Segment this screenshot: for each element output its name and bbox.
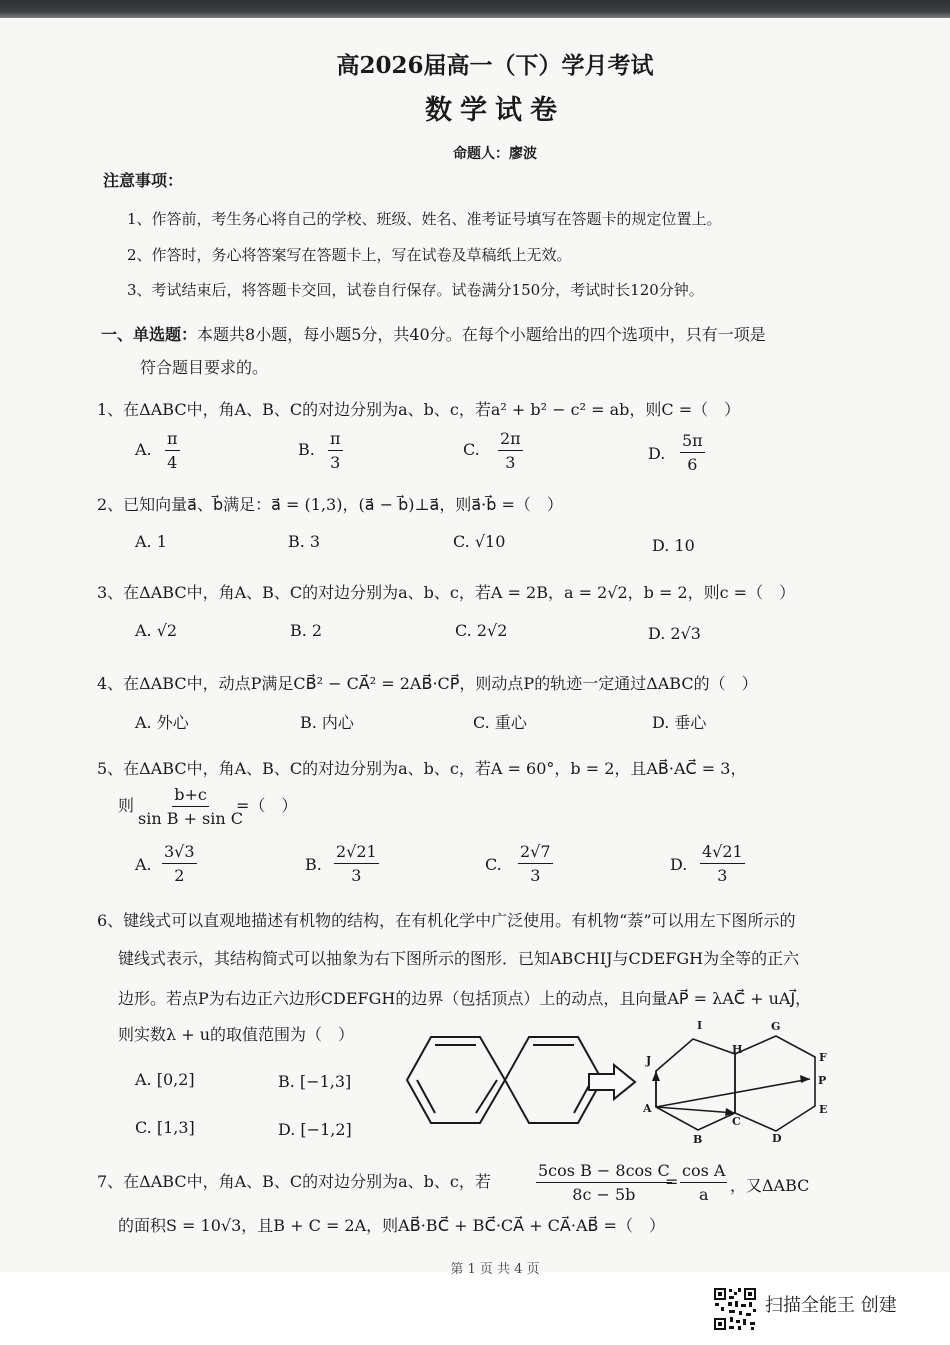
notice-item-3: 3、考试结束后，将答题卡交回，试卷自行保存。试卷满分150分，考试时长120分钟。 — [127, 281, 704, 299]
notice-item-1: 1、作答前，考生务心将自己的学校、班级、姓名、准考证号填写在答题卡的规定位置上。 — [127, 210, 722, 228]
q5-d-den: 3 — [717, 866, 728, 885]
q1-a-den: 4 — [167, 453, 178, 472]
q6-option-d: D. [−1,2] — [278, 1120, 352, 1139]
q5-stem: 5、在ΔABC中，角A、B、C的对边分别为a、b、c，若A = 60°，b = 2，且AB⃗·AC⃗ = 3， — [97, 759, 747, 778]
q2-option-b: B. 3 — [288, 532, 321, 551]
vector-ap — [656, 1079, 810, 1107]
q1-option-c-label: C. — [463, 440, 480, 459]
q1-b-num: π — [328, 431, 343, 451]
q1-option-b — [328, 431, 343, 471]
section-heading — [101, 327, 766, 343]
vector-ac — [656, 1107, 735, 1113]
label-c: C — [732, 1115, 741, 1128]
section-label: 一、单选题： — [101, 325, 198, 344]
label-f: F — [819, 1051, 827, 1064]
section-desc-2: 符合题目要求的。 — [140, 358, 269, 377]
q5-c-den: 3 — [530, 866, 541, 885]
label-d: D — [772, 1132, 782, 1145]
q3-stem: 3、在ΔABC中，角A、B、C的对边分别为a、b、c，若A = 2B，a = 2√2，b = 2，则c =（ ） — [97, 583, 796, 602]
label-e: E — [819, 1103, 828, 1116]
hexagon-abchij — [656, 1039, 735, 1130]
q5-a-num: 3√3 — [162, 844, 197, 864]
q6-line-2: 键线式表示，其结构简式可以抽象为右下图所示的图形．已知ABCHIJ与CDEFGH为全等的正六 — [118, 949, 800, 968]
q3-option-b: B. 2 — [290, 621, 323, 640]
q2-stem: 2、已知向量a⃗、b⃗满足：a⃗ = (1,3)，(a⃗ − b⃗)⊥a⃗，则a⃗·b⃗ =（ ） — [97, 495, 563, 514]
arrow-head-j — [652, 1071, 660, 1081]
double-bond-2 — [417, 1080, 435, 1113]
q6-option-b: B. [−1,3] — [278, 1072, 352, 1091]
q5-option-b-label: B. — [305, 855, 322, 874]
label-a: A — [643, 1102, 652, 1115]
q3-option-d: D. 2√3 — [648, 624, 701, 643]
q5-b-num: 2√21 — [334, 844, 379, 864]
q4-stem: 4、在ΔABC中，动点P满足CB⃗² − CA⃗² = 2AB⃗·CP⃗，则动点P的轨迹一定通过ΔABC的（ ） — [97, 674, 758, 693]
q1-b-den: 3 — [330, 453, 341, 472]
q7-equals: = — [665, 1172, 679, 1191]
q1-option-d-label: D. — [648, 444, 666, 463]
q5-option-b — [334, 844, 379, 884]
subject-title: 数学试卷 — [425, 95, 565, 126]
q7-fraction-2 — [680, 1163, 727, 1203]
q5-a-den: 2 — [174, 866, 185, 885]
q4-option-b: B. 内心 — [300, 713, 354, 732]
q5-option-a — [162, 844, 197, 884]
notice-heading: 注意事项： — [103, 171, 184, 190]
label-i: I — [697, 1019, 703, 1032]
exam-title: 高2026届高一（下）学月考试 — [336, 52, 654, 79]
hexagon-diagram — [640, 1015, 840, 1147]
label-j: J — [646, 1054, 652, 1067]
q7-frac2-den: a — [698, 1185, 709, 1204]
q1-a-num: π — [165, 431, 180, 451]
q2-option-c: C. √10 — [453, 532, 506, 551]
q5-b-den: 3 — [351, 866, 362, 885]
arrow-head-p — [800, 1075, 810, 1083]
q5-d-num: 4√21 — [700, 844, 745, 864]
double-bond-3 — [476, 1080, 497, 1113]
q5-tail: =（ ） — [236, 796, 298, 815]
q1-c-den: 3 — [505, 453, 516, 472]
scanner-watermark: 扫描全能王 创建 — [765, 1295, 897, 1316]
q6-line-4: 则实数λ + u的取值范围为（ ） — [118, 1025, 355, 1044]
qr-code-icon — [713, 1287, 757, 1331]
q1-option-d — [680, 433, 705, 473]
q6-option-c: C. [1,3] — [135, 1118, 195, 1137]
q5-option-c — [518, 844, 553, 884]
q4-option-c: C. 重心 — [473, 713, 527, 732]
transform-arrow-icon — [586, 1062, 638, 1102]
ring-left — [407, 1037, 505, 1123]
label-g: G — [771, 1020, 781, 1033]
q6-line-3: 边形。若点P为右边正六边形CDEFGH的边界（包括顶点）上的动点，且向量AP⃗ = λAC⃗ + uAJ⃗， — [118, 989, 812, 1008]
page-number: 第 1 页 共 4 页 — [450, 1262, 540, 1277]
q1-d-den: 6 — [687, 455, 698, 474]
q5-frac-den: sin B + sin C — [138, 809, 244, 828]
q1-option-b-label: B. — [298, 440, 315, 459]
q5-frac-num: b+c — [172, 787, 209, 807]
q5-option-c-label: C. — [485, 855, 502, 874]
naphthalene-figure — [405, 1025, 605, 1135]
q5-fraction — [138, 787, 243, 827]
q1-option-a-label: A. — [135, 440, 152, 459]
q7-post: ，又ΔABC — [730, 1176, 810, 1195]
q6-line-1: 6、键线式可以直观地描述有机物的结构，在有机化学中广泛使用。有机物“萘”可以用左下图所示的 — [97, 911, 796, 930]
q6-option-a: A. [0,2] — [135, 1070, 195, 1089]
notice-item-2: 2、作答时，务心将答案写在答题卡上，写在试卷及草稿纸上无效。 — [127, 246, 572, 264]
label-h: H — [732, 1043, 743, 1056]
q1-d-num: 5π — [680, 433, 705, 453]
q7-line-2: 的面积S = 10√3，且B + C = 2A，则AB⃗·BC⃗ + BC⃗·CA⃗ + CA⃗·AB⃗ =（ ） — [118, 1216, 665, 1235]
q5-ze: 则 — [118, 796, 135, 815]
q5-option-a-label: A. — [135, 855, 152, 874]
author-line: 命题人：廖波 — [453, 146, 537, 162]
q7-pre: 7、在ΔABC中，角A、B、C的对边分别为a、b、c，若 — [97, 1172, 491, 1191]
q3-option-c: C. 2√2 — [455, 621, 508, 640]
q4-option-d: D. 垂心 — [652, 713, 707, 732]
q2-option-a: A. 1 — [135, 532, 167, 551]
section-desc-1: 本题共8小题，每小题5分，共40分。在每个小题给出的四个选项中，只有一项是 — [197, 325, 766, 344]
q7-frac1-num: 5cos B − 8cos C — [536, 1163, 672, 1183]
q5-c-num: 2√7 — [518, 844, 553, 864]
q1-option-a — [165, 431, 180, 471]
q2-option-d: D. 10 — [652, 536, 695, 555]
q3-option-a: A. √2 — [135, 621, 178, 640]
q1-option-c — [498, 431, 523, 471]
q7-fraction-1 — [536, 1163, 672, 1203]
q7-frac2-num: cos A — [680, 1163, 727, 1183]
hexagon-cdefgh — [735, 1036, 815, 1131]
q5-option-d — [700, 844, 745, 884]
q7-frac1-den: 8c − 5b — [572, 1185, 636, 1204]
label-p: P — [818, 1074, 827, 1087]
q5-option-d-label: D. — [670, 855, 688, 874]
q1-c-num: 2π — [498, 431, 523, 451]
q4-option-a: A. 外心 — [135, 713, 189, 732]
label-b: B — [693, 1133, 703, 1146]
q1-stem: 1、在ΔABC中，角A、B、C的对边分别为a、b、c，若a² + b² − c² = ab，则C =（ ） — [97, 400, 741, 419]
